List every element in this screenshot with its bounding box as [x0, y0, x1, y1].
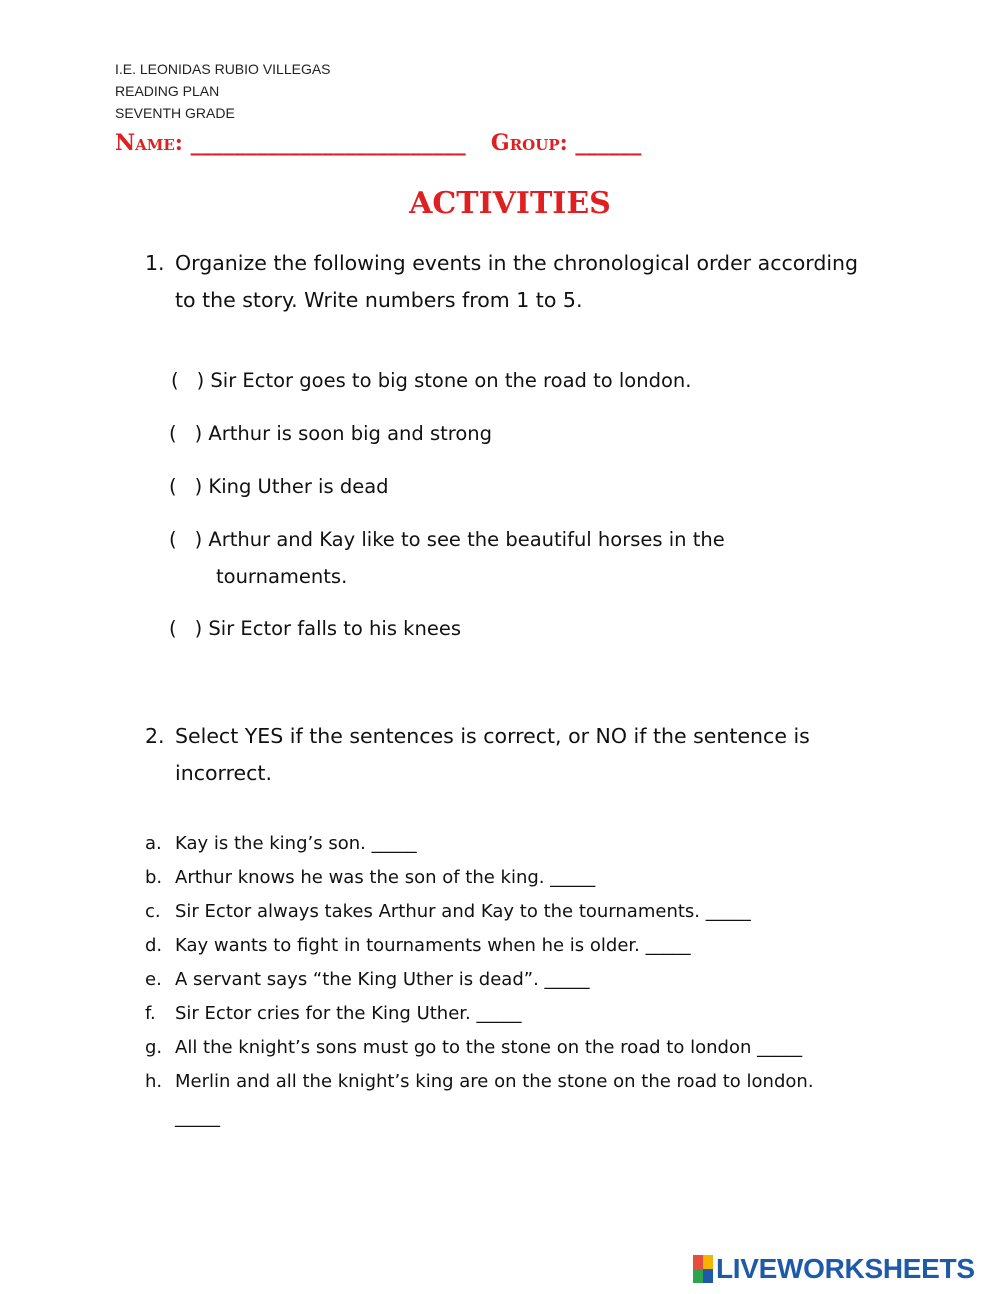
- list-item: [169, 475, 389, 498]
- list-item-letter: d.: [145, 935, 163, 956]
- statement-text[interactable]: Sir Ector always takes Arthur and Kay to the tournaments. _____: [175, 901, 751, 922]
- group-blank[interactable]: ______: [575, 130, 642, 156]
- question-2-number: 2.: [145, 724, 165, 748]
- list-item: [171, 369, 691, 392]
- list-item-letter: h.: [145, 1071, 163, 1092]
- statement-text[interactable]: All the knight’s sons must go to the stone on the road to london _____: [175, 1037, 803, 1058]
- paren-open: (: [169, 617, 177, 640]
- event-text: Arthur is soon big and strong: [208, 422, 493, 445]
- statement-text[interactable]: A servant says “the King Uther is dead”. _____: [175, 969, 590, 990]
- event-text: Arthur and Kay like to see the beautiful horses in the: [208, 528, 725, 551]
- event-text-continuation: tournaments.: [216, 565, 348, 588]
- question-1-line2: to the story. Write numbers from 1 to 5.: [175, 288, 583, 312]
- list-item-letter: e.: [145, 969, 162, 990]
- paren-open: (: [169, 475, 177, 498]
- list-item: [169, 422, 492, 445]
- list-item-letter: g.: [145, 1037, 163, 1058]
- question-2-line1: Select YES if the sentences is correct, or NO if the sentence is: [175, 724, 810, 748]
- list-item: [169, 528, 725, 551]
- event-text: Sir Ector goes to big stone on the road to london.: [210, 369, 692, 392]
- question-1-number: 1.: [145, 251, 165, 275]
- paren-open: (: [169, 422, 177, 445]
- list-item-letter: c.: [145, 901, 161, 922]
- name-line: [115, 130, 641, 156]
- group-label: Group:: [490, 130, 568, 156]
- list-item-letter: f.: [145, 1003, 156, 1024]
- event-text: Sir Ector falls to his knees: [208, 617, 461, 640]
- grade-label: SEVENTH GRADE: [115, 105, 235, 121]
- logo-text: LIVEWORKSHEETS: [716, 1253, 975, 1284]
- paren-close: ): [194, 528, 203, 551]
- paren-close: ): [196, 369, 205, 392]
- name-blank[interactable]: _________________________: [190, 130, 466, 156]
- list-item-letter: a.: [145, 833, 162, 854]
- question-1-line1: Organize the following events in the chronological order according: [175, 251, 859, 275]
- liveworksheets-logo: [693, 1253, 975, 1285]
- statement-text[interactable]: Sir Ector cries for the King Uther. _____: [175, 1003, 522, 1024]
- statement-text[interactable]: Arthur knows he was the son of the king. _____: [175, 867, 596, 888]
- statement-text[interactable]: Merlin and all the knight’s king are on the stone on the road to london.: [175, 1071, 814, 1092]
- paren-close: ): [194, 475, 203, 498]
- list-item-letter: b.: [145, 867, 163, 888]
- question-2-line2: incorrect.: [175, 761, 272, 785]
- paren-open: (: [169, 528, 177, 551]
- reading-plan-label: READING PLAN: [115, 83, 220, 99]
- statement-blank[interactable]: _____: [175, 1107, 220, 1128]
- statement-text[interactable]: Kay wants to fight in tournaments when he is older. _____: [175, 935, 691, 956]
- event-text: King Uther is dead: [208, 475, 389, 498]
- school-name: I.E. LEONIDAS RUBIO VILLEGAS: [115, 61, 331, 77]
- paren-close: ): [194, 422, 203, 445]
- paren-close: ): [194, 617, 203, 640]
- page-title: ACTIVITIES: [409, 186, 611, 221]
- paren-open: (: [171, 369, 179, 392]
- name-label: Name:: [115, 130, 183, 156]
- logo-mark-icon: [693, 1255, 713, 1283]
- list-item: [169, 617, 461, 640]
- statement-text[interactable]: Kay is the king’s son. _____: [175, 833, 417, 854]
